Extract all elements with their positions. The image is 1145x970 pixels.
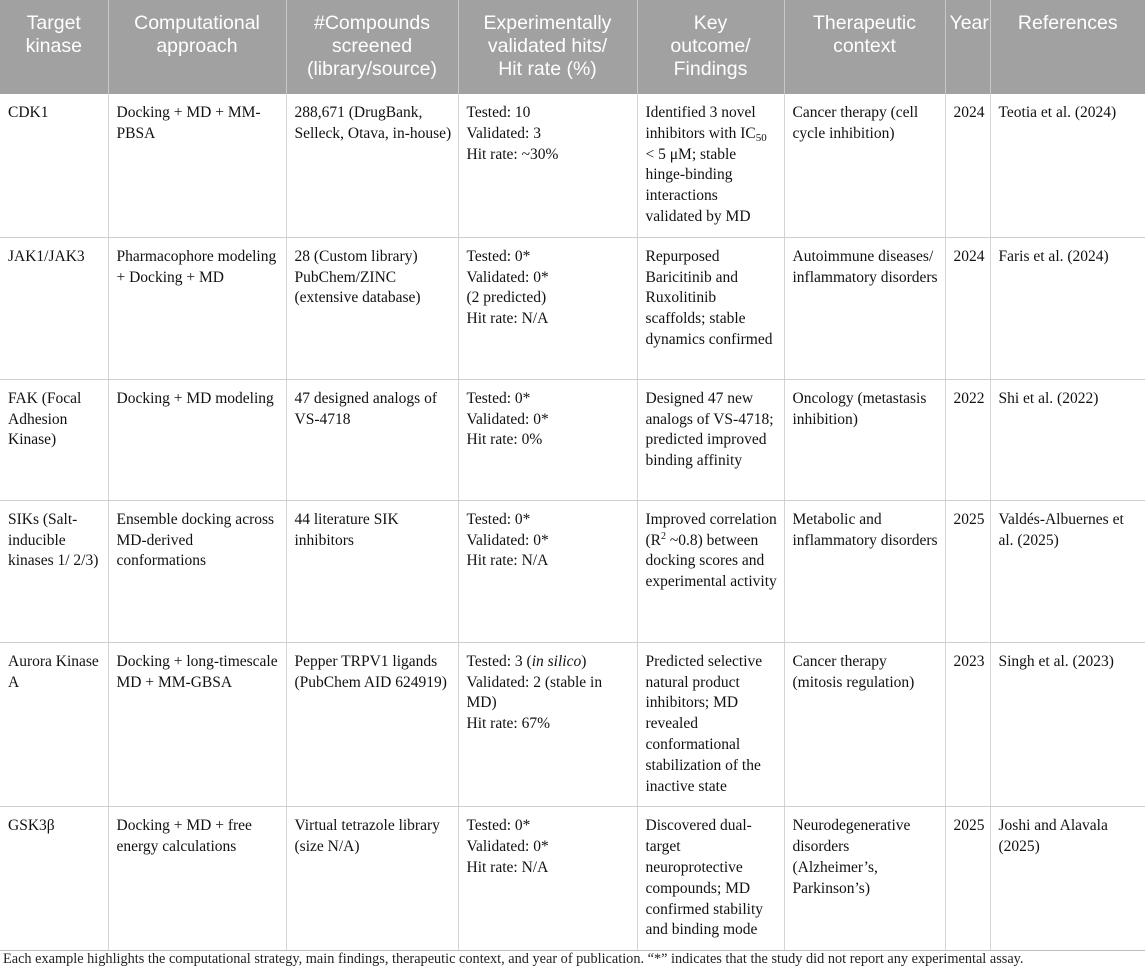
table-row — [0, 237, 1145, 379]
cell-outcome: Repurposed Baricitinib and Ruxolitinib scaffolds; stable dynamics confirmed — [637, 237, 784, 379]
cell-compounds: 288,671 (DrugBank, Selleck, Otava, in-house) — [286, 94, 458, 237]
cell-approach: Docking + MD + MM-PBSA — [108, 94, 286, 237]
cell-reference: Joshi and Alavala (2025) — [990, 807, 1145, 951]
cell-year: 2023 — [945, 642, 990, 807]
cell-target: CDK1 — [0, 94, 108, 237]
cell-reference: Faris et al. (2024) — [990, 237, 1145, 379]
table-row — [0, 500, 1145, 642]
cell-outcome: Discovered dual-target neuroprotective compounds; MD confirmed stability and binding mode — [637, 807, 784, 951]
cell-context: Cancer therapy (cell cycle inhibition) — [784, 94, 945, 237]
cell-approach: Docking + MD + free energy calculations — [108, 807, 286, 951]
cell-context: Metabolic and inflammatory disorders — [784, 500, 945, 642]
cell-hits — [458, 94, 637, 237]
table-footnote: Each example highlights the computational strategy, main findings, therapeutic context, and year of publication. “*” indicates that the study did not report any experimental assay. — [3, 951, 1024, 967]
cell-year: 2024 — [945, 94, 990, 237]
cell-hits — [458, 237, 637, 379]
cell-approach: Docking + long-timescale MD + MM-GBSA — [108, 642, 286, 807]
cell-context: Neurodegenerative disorders (Alzheimer’s, Parkinson’s) — [784, 807, 945, 951]
hits-rate: Hit rate: N/A — [466, 858, 549, 876]
table-row — [0, 94, 1145, 237]
hits-tested: Tested: 3 (in silico) — [466, 652, 587, 670]
cell-hits — [458, 642, 637, 807]
cell-year: 2024 — [945, 237, 990, 379]
cell-compounds: 44 literature SIK inhibitors — [286, 500, 458, 642]
hits-rate: Hit rate: ~30% — [466, 145, 559, 163]
cell-hits — [458, 500, 637, 642]
cell-context: Oncology (metastasis inhibition) — [784, 379, 945, 500]
cell-compounds: Pepper TRPV1 ligands (PubChem AID 624919) — [286, 642, 458, 807]
header-key-outcome: Key outcome/ Findings — [637, 0, 784, 94]
header-target-kinase: Target kinase — [0, 0, 108, 94]
table-row — [0, 642, 1145, 807]
header-year: Year — [945, 0, 990, 94]
cell-context: Cancer therapy (mitosis regulation) — [784, 642, 945, 807]
cell-target: FAK (Focal Adhesion Kinase) — [0, 379, 108, 500]
hits-validated: Validated: 3 — [466, 124, 541, 142]
header-compounds-screened: #Compounds screened (library/source) — [286, 0, 458, 94]
cell-target: GSK3β — [0, 807, 108, 951]
cell-reference: Shi et al. (2022) — [990, 379, 1145, 500]
cell-reference: Valdés-Albuernes et al. (2025) — [990, 500, 1145, 642]
cell-year: 2025 — [945, 807, 990, 951]
hits-tested: Tested: 10 — [466, 104, 531, 121]
hits-tested: Tested: 0* — [466, 389, 531, 407]
table-row — [0, 807, 1145, 951]
cell-approach: Pharmacophore modeling + Docking + MD — [108, 237, 286, 379]
cell-year: 2025 — [945, 500, 990, 642]
table-header — [0, 0, 1145, 94]
cell-target: SIKs (Salt-inducible kinases 1/ 2/3) — [0, 500, 108, 642]
cell-context: Autoimmune diseases/ inflammatory disorders — [784, 237, 945, 379]
cell-outcome: Designed 47 new analogs of VS-4718; predicted improved binding affinity — [637, 379, 784, 500]
hits-validated: Validated: 0* — [466, 410, 549, 428]
cell-hits — [458, 807, 637, 951]
hits-rate: Hit rate: N/A — [466, 552, 549, 570]
hits-rate: Hit rate: 0% — [466, 431, 543, 449]
cell-reference: Teotia et al. (2024) — [990, 94, 1145, 237]
cell-compounds: 28 (Custom library) PubChem/ZINC (extensive database) — [286, 237, 458, 379]
cell-hits — [458, 379, 637, 500]
cell-target: JAK1/JAK3 — [0, 237, 108, 379]
header-validated-hits: Experimentally validated hits/ Hit rate (%) — [458, 0, 637, 94]
hits-validated: Validated: 2 (stable in MD) — [466, 673, 603, 712]
hits-tested: Tested: 0* — [466, 510, 531, 528]
cell-outcome: Improved correlation ($R^2$ ~0.8) between docking scores and experimental activity — [637, 500, 784, 642]
cell-outcome: Predicted selective natural product inhibitors; MD revealed conformational stabilization of the inactive state — [637, 642, 784, 807]
hits-rate: Hit rate: N/A — [466, 310, 549, 328]
hits-predicted: (2 predicted) — [466, 289, 547, 307]
hits-tested: Tested: 0* — [466, 817, 531, 835]
cell-outcome: Identified 3 novel inhibitors with $IC_{50} < 5$ μM; stable hinge-binding interactions validated by MD — [637, 94, 784, 237]
cell-approach: Ensemble docking across MD-derived conformations — [108, 500, 286, 642]
table-row — [0, 379, 1145, 500]
cell-year: 2022 — [945, 379, 990, 500]
cell-target: Aurora Kinase A — [0, 642, 108, 807]
header-references: References — [990, 0, 1145, 94]
hits-rate: Hit rate: 67% — [466, 715, 551, 733]
hits-validated: Validated: 0* — [466, 268, 549, 286]
cell-approach: Docking + MD modeling — [108, 379, 286, 500]
cell-reference: Singh et al. (2023) — [990, 642, 1145, 807]
hits-validated: Validated: 0* — [466, 838, 549, 856]
hits-validated: Validated: 0* — [466, 531, 549, 549]
header-computational-approach: Computational approach — [108, 0, 286, 94]
hits-tested: Tested: 0* — [466, 247, 531, 265]
cell-compounds: 47 designed analogs of VS-4718 — [286, 379, 458, 500]
header-therapeutic-context: Therapeutic context — [784, 0, 945, 94]
cell-compounds: Virtual tetrazole library (size N/A) — [286, 807, 458, 951]
